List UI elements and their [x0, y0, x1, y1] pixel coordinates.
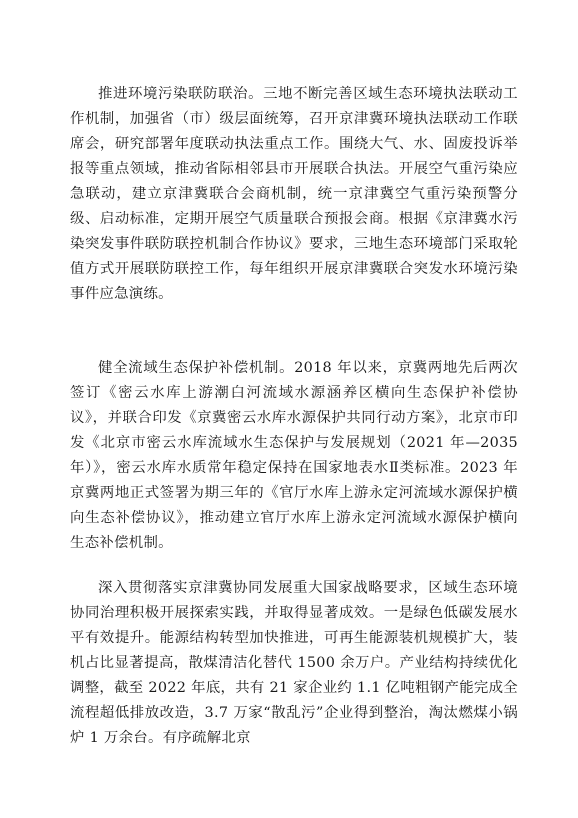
paragraph-ecological-compensation: 健全流域生态保护补偿机制。2018 年以来，京冀两地先后两次签订《密云水库上游潮白河流域水源涵养区横向生态保护补偿协议》，并联合印发《京冀密云水库水源保护共同行动方案》，北京市印发《北京市密云水库流域水生态保护与发展规划（2021 年—2035 年）》，密云水库水质常年稳定保持在国家地表水Ⅱ类标准。2023 年京冀两地正式签署为期三年的《官厅水库上游永定河流域水源保护横向生态补偿协议》，推动建立官厅水库上游永定河流域水源保护横向生态补偿机制。	[70, 360, 518, 551]
paragraph-pollution-joint-control: 推进环境污染联防联治。三地不断完善区域生态环境执法联动工作机制，加强省（市）级层面统筹，召开京津冀环境执法联动工作联席会，研究部署年度联动执法重点工作。围绕大气、水、固废投诉举报等重点领域，推动省际相邻县市开展联合执法。开展空气重污染应急联动，建立京津冀联合会商机制，统一京津冀空气重污染预警分级、启动标准，定期开展空气质量联合预报会商。根据《京津冀水污染突发事件联防联控机制合作协议》要求，三地生态环境部门采取轮值方式开展联防联控工作，每年组织开展京津冀联合突发水环境污染事件应急演练。	[70, 86, 518, 302]
paragraph-coordinated-development: 深入贯彻落实京津冀协同发展重大国家战略要求，区域生态环境协同治理积极开展探索实践，并取得显著成效。一是绿色低碳发展水平有效提升。能源结构转型加快推进，可再生能源装机规模扩大，装机占比显著提高，散煤清洁化替代 1500 余万户。产业结构持续优化调整，截至 2022 年底，共有 21 家企业约 1.1 亿吨粗钢产能完成全流程超低排放改造，3.7 万家“散乱污”企业得到整治，淘汰燃煤小锅炉 1 万余台。有序疏解北京	[70, 580, 518, 746]
